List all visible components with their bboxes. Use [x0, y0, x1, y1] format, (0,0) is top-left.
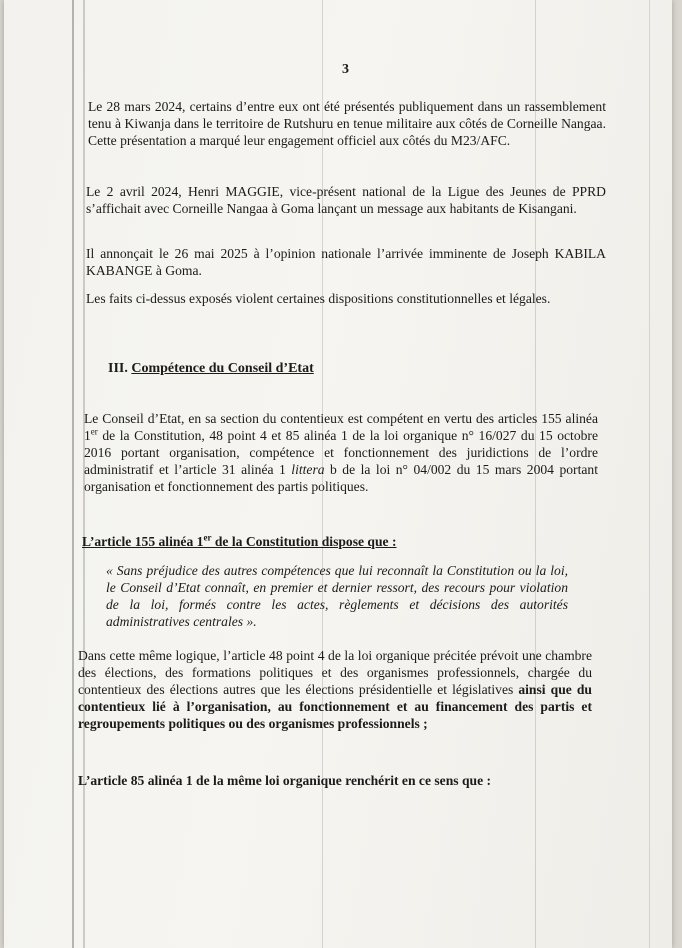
text-run: de la Constitution dispose que : [211, 534, 397, 549]
paragraph-text: Les faits ci-dessus exposés violent certaines dispositions constitutionnelles et légales. [86, 291, 551, 306]
article-155-heading [82, 533, 582, 550]
paper-fold-line [72, 0, 74, 948]
paragraph-maggie [86, 183, 606, 217]
text-run-bold: ainsi que du contentieux lié à l’organisation, au fonctionnement et au financement des partis et regroupements politiques ou des organismes professionnels ; [78, 682, 592, 731]
article-155-quote [106, 562, 568, 630]
section-heading [108, 361, 314, 377]
paragraph-article-48 [78, 647, 592, 732]
heading-text: L’article 85 alinéa 1 de la même loi organique renchérit en ce sens que : [78, 773, 492, 788]
paragraph-kiwanja [88, 98, 606, 149]
paragraph-text [84, 410, 598, 495]
superscript: er [203, 532, 212, 543]
text-run: de la Constitution, 48 point 4 et 85 alinéa 1 de la loi organique n° 16/027 du 15 octobre 2016 portant organisation, compétence et fonctionnement des juridictions de l’ordre administratif et l’article 31 alinéa 1 [84, 428, 598, 477]
page-number: 3 [342, 62, 349, 77]
text-run-italic: littera [291, 462, 325, 477]
paragraph-violations [86, 290, 606, 307]
text-run: b de la loi n° 04/002 du 15 mars 2004 portant organisation et fonctionnement des partis politiques. [84, 462, 598, 494]
paper-fold-line [649, 0, 650, 948]
paragraph-text [78, 647, 592, 732]
paragraph-text: Il annonçait le 26 mai 2025 à l’opinion nationale l’arrivée imminente de Joseph KABILA KABANGE à Goma. [86, 246, 606, 278]
text-run: L’article 155 alinéa 1 [82, 534, 204, 549]
text-run: Dans cette même logique, l’article 48 point 4 de la loi organique précitée prévoit une chambre des élections, des formations politiques et des organismes professionnels, chargée du contentieux des élections autres que les élections présidentielle et législatives [78, 648, 592, 697]
paragraph-competence [84, 410, 598, 495]
document-page [4, 0, 672, 948]
paragraph-text: Le 2 avril 2024, Henri MAGGIE, vice-présent national de la Ligue des Jeunes de PPRD s’affichait avec Corneille Nangaa à Goma lançant un message aux habitants de Kisangani. [86, 184, 606, 216]
heading-text [82, 533, 582, 550]
quote-text: « Sans préjudice des autres compétences que lui reconnaît la Constitution ou la loi, le Conseil d’Etat connaît, en premier et dernier ressort, des recours pour violation de la loi, formés contre les actes, règlements et décisions des autorités administratives centrales ». [106, 563, 568, 629]
section-title: Compétence du Conseil d’Etat [131, 361, 314, 376]
superscript: er [90, 426, 98, 437]
text-run: Le Conseil d’Etat, en sa section du contentieux est compétent en vertu des articles 155 alinéa 1 [84, 411, 598, 443]
paragraph-kabila [86, 245, 606, 279]
article-85-heading [78, 772, 578, 789]
paragraph-text: Le 28 mars 2024, certains d’entre eux ont été présentés publiquement dans un rassemblement tenu à Kiwanja dans le territoire de Rutshuru en tenue militaire aux côtés de Corneille Nangaa. Cette présentation a marqué leur engagement officiel aux côtés du M23/AFC. [88, 99, 606, 148]
section-number: III. [108, 361, 128, 376]
